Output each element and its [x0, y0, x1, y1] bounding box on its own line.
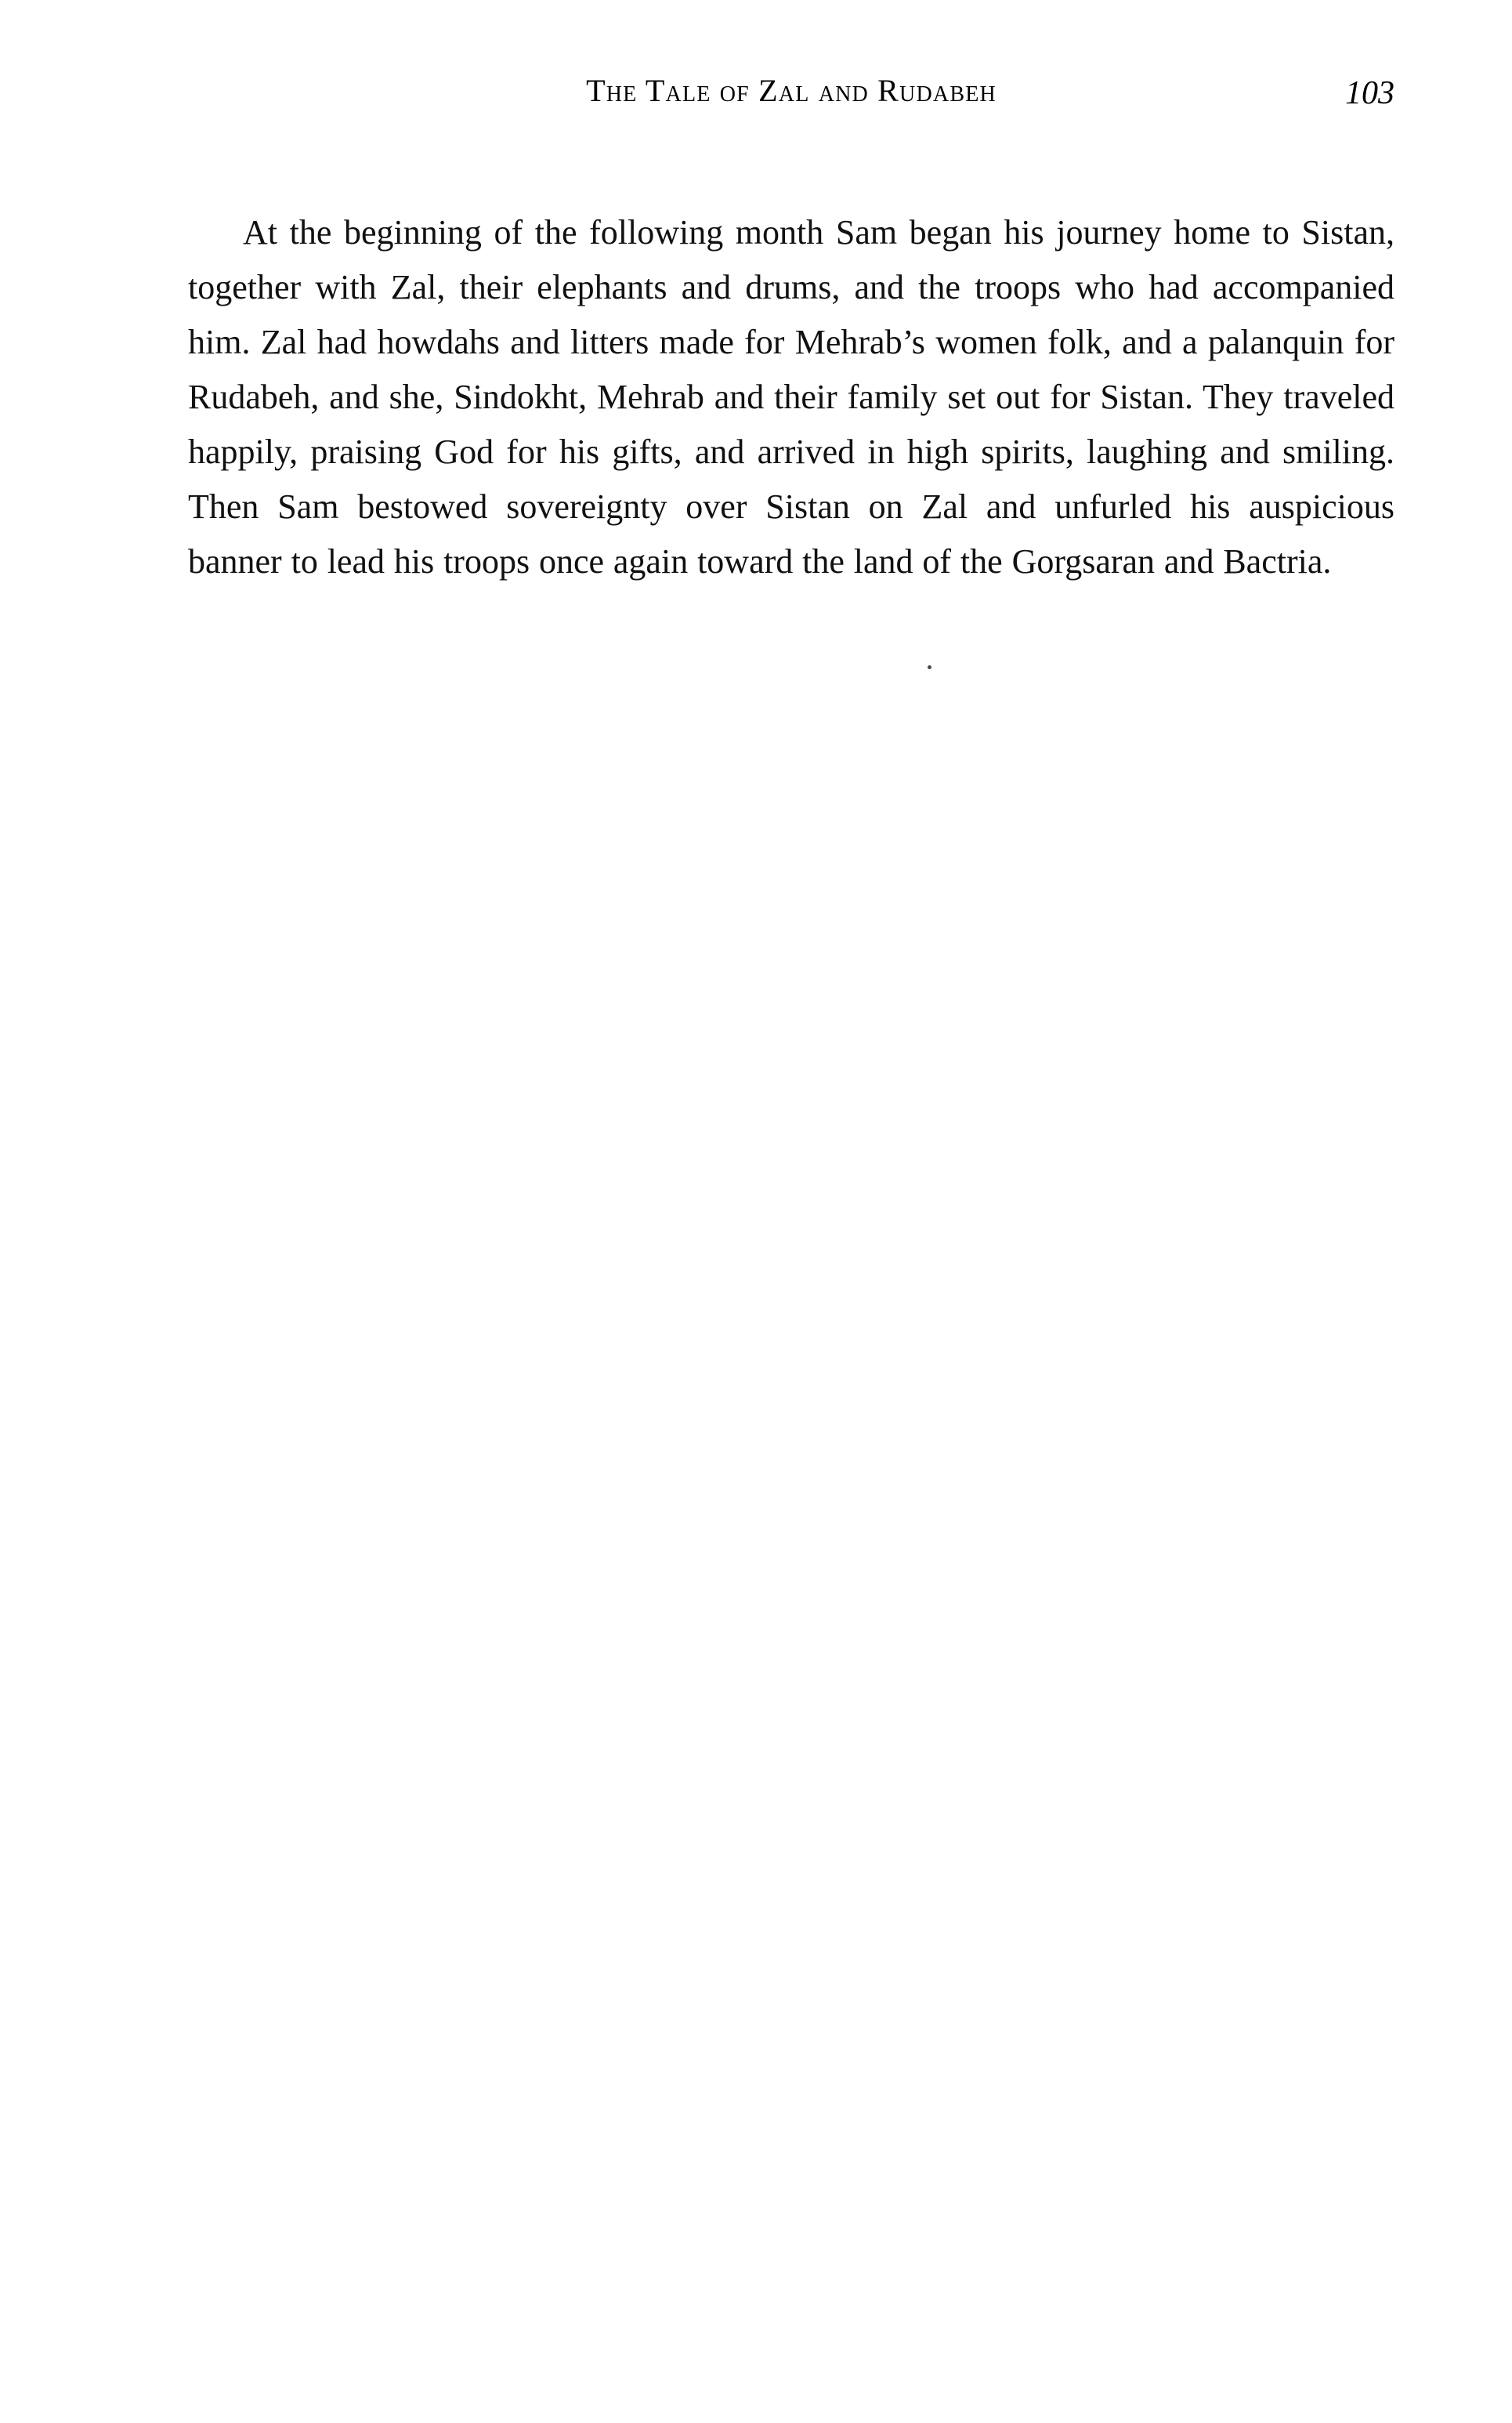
running-head	[188, 75, 1394, 130]
body-paragraph: At the beginning of the following month Sam began his journey home to Sistan, together with Zal, their elephants and drums, and the troops who had accompanied him. Zal had howdahs and litters made for Mehrab’s women folk, and a palanquin for Rudabeh, and she, Sindokht, Mehrab and their family set out for Sistan. They traveled happily, praising God for his gifts, and arrived in high spirits, laughing and smiling. Then Sam bestowed sovereignty over Sistan on Zal and unfurled his auspicious banner to lead his troops once again toward the land of the Gorgsaran and Bactria.	[188, 213, 1394, 581]
running-head-title: The Tale of Zal and Rudabeh	[586, 73, 997, 108]
page-number: 103	[1345, 75, 1394, 111]
scan-artifact-speck	[928, 665, 931, 669]
body-text-block	[188, 205, 1394, 589]
